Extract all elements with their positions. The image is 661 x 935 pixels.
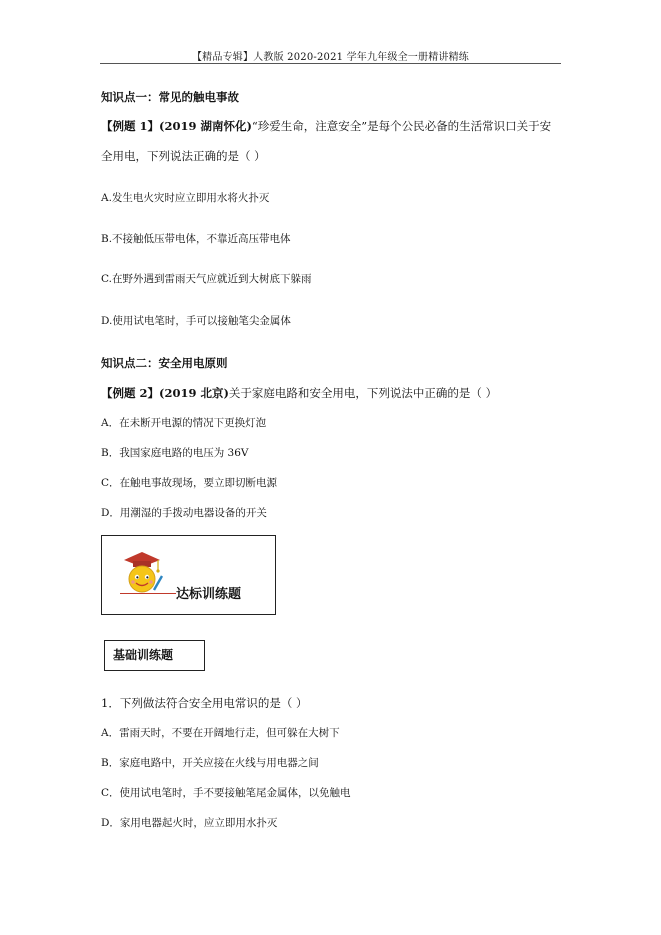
page-header: 【精品专辑】人教版 2020-2021 学年九年级全一册精讲精练	[191, 52, 470, 63]
question1-option-c: C．使用试电笔时，手不要接触笔尾金属体，以免触电	[101, 787, 351, 799]
example2-line	[101, 385, 497, 401]
section2-heading: 知识点二：安全用电原则	[101, 356, 228, 370]
basic-training-title: 基础训练题	[104, 640, 205, 671]
example1-text-line1: “珍爱生命，注意安全”是每个公民必备的生活常识口关于安	[251, 119, 552, 133]
practice-banner	[101, 535, 276, 615]
example1-option-d: D.使用试电笔时，手可以接触笔尖金属体	[101, 315, 291, 327]
example1-line1	[101, 118, 551, 134]
example1-option-a: A.发生电火灾时应立即用水将火扑灭	[101, 192, 270, 204]
example1-option-c: C.在野外遇到雷雨天气应就近到大树底下躲雨	[101, 273, 312, 285]
example1-option-b: B.不接触低压带电体，不靠近高压带电体	[101, 233, 291, 245]
question1-option-a: A．雷雨天时，不要在开阔地行走，但可躲在大树下	[101, 727, 340, 739]
example2-option-c: C．在触电事故现场，要立即切断电源	[101, 477, 278, 489]
example1-tag: 【例题 1】	[101, 119, 160, 133]
header-rule	[100, 63, 561, 64]
example2-source: (2019 北京)	[159, 386, 229, 400]
example2-tag: 【例题 2】	[101, 386, 160, 400]
question1-option-b: B．家庭电路中，开关应接在火线与用电器之间	[101, 757, 319, 769]
question1-text: 1．下列做法符合安全用电常识的是（ ）	[101, 696, 308, 710]
example2-option-b: B．我国家庭电路的电压为 36V	[101, 447, 249, 459]
example2-option-a: A．在未断开电源的情况下更换灯泡	[101, 417, 267, 429]
section1-heading: 知识点一：常见的触电事故	[101, 90, 239, 104]
example2-text: 关于家庭电路和安全用电，下列说法中正确的是（ ）	[228, 386, 498, 400]
graduate-mascot-icon	[118, 546, 166, 596]
example1-text-line2: 全用电，下列说法正确的是（ ）	[101, 149, 266, 163]
banner-title: 达标训练题	[176, 587, 242, 602]
question1-option-d: D．家用电器起火时，应立即用水扑灭	[101, 817, 278, 829]
example1-source: (2019 湖南怀化)	[159, 119, 252, 133]
example2-option-d: D．用潮湿的手拨动电器设备的开关	[101, 507, 267, 519]
banner-underline	[120, 593, 176, 594]
